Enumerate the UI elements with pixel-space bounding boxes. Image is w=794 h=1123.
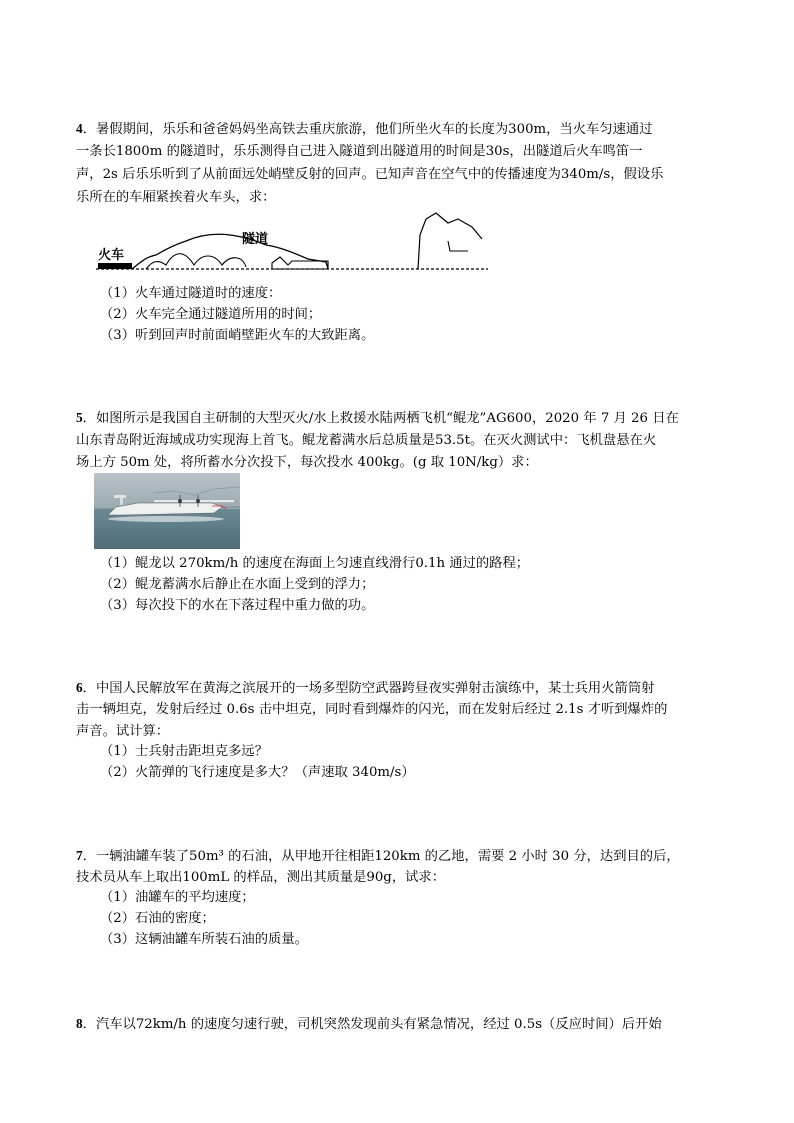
tunnel-exit-block bbox=[272, 257, 328, 269]
q4-number: 4 bbox=[76, 121, 83, 136]
cliff-inner bbox=[448, 241, 468, 251]
q8-number: 8 bbox=[76, 1016, 83, 1031]
tunnel-mountain bbox=[132, 234, 328, 269]
tunnel-inner bbox=[146, 254, 246, 269]
train-label: 火车 bbox=[98, 248, 125, 263]
cliff-shape bbox=[418, 213, 482, 269]
q7-line-2: 技术员从车上取出100mL 的样品，测出其质量是90g，试求： bbox=[76, 870, 446, 885]
q6-line-3: 声音。试计算： bbox=[76, 724, 170, 739]
q4-sub-3: （3）听到回声时前面峭壁距火车的大致距离。 bbox=[100, 328, 375, 343]
train-shape bbox=[98, 263, 132, 269]
train-tunnel-diagram bbox=[96, 205, 496, 277]
q6-line-1: 6．中国人民解放军在黄海之滨展开的一场多型防空武器跨昼夜实弹射击演练中，某士兵用火箭筒射 bbox=[76, 680, 655, 696]
q5-sub-3: （3）每次投下的水在下落过程中重力做的功。 bbox=[100, 598, 375, 613]
q7-sub-2: （2）石油的密度； bbox=[100, 911, 215, 926]
q5-sub-1: （1）鲲龙以 270km/h 的速度在海面上匀速直线滑行0.1h 通过的路程； bbox=[100, 556, 530, 571]
q8-line-1: 8．汽车以72km/h 的速度匀速行驶，司机突然发现前头有紧急情况，经过 0.5s（反应时间）后开始 bbox=[76, 1016, 662, 1032]
q6-sub-2: （2）火箭弹的飞行速度是多大？（声速取 340m/s） bbox=[100, 765, 415, 780]
q4-line-3: 声，2s 后乐乐听到了从前面远处峭壁反射的回声。已知声音在空气中的传播速度为340m/s，假设乐 bbox=[76, 167, 664, 182]
q7-sub-3: （3）这辆油罐车所装石油的质量。 bbox=[100, 932, 308, 947]
q5-line-3: 场上方 50m 处，将所蓄水分次投下，每次投水 400kg。(g 取 10N/kg）求： bbox=[76, 455, 538, 470]
q7-number: 7 bbox=[76, 848, 83, 863]
q4-sub-1: （1）火车通过隧道时的速度： bbox=[100, 286, 282, 301]
q6-sub-1: （1）士兵射击距坦克多远？ bbox=[100, 744, 269, 759]
q5-number: 5 bbox=[76, 410, 83, 425]
q7-line-1: 7．一辆油罐车装了50m³ 的石油，从甲地开往相距120km 的乙地，需要 2 小时 30 分，达到目的后， bbox=[76, 848, 680, 864]
q4-line-4: 乐所在的车厢紧挨着火车头，求： bbox=[76, 190, 276, 205]
q7-sub-1: （1）油罐车的平均速度； bbox=[100, 890, 255, 905]
q6-line-2: 击一辆坦克，发射后经过 0.6s 击中坦克，同时看到爆炸的闪光，而在发射后经过 2.1s 才听到爆炸的 bbox=[76, 702, 668, 717]
q5-line-2: 山东青岛附近海域成功实现海上首飞。鲲龙蓄满水后总质量是53.5t。在灭火测试中：飞机盘悬在火 bbox=[76, 433, 657, 448]
q5-line-1: 5．如图所示是我国自主研制的大型灭火/水上救援水陆两栖飞机“鲲龙”AG600，2020 年 7 月 26 日在 bbox=[76, 410, 679, 426]
q4-line-2: 一条长1800m 的隧道时，乐乐测得自己进入隧道到出隧道用的时间是30s，出隧道后火车鸣笛一 bbox=[76, 144, 643, 159]
seaplane-photo bbox=[94, 473, 240, 549]
q4-sub-2: （2）火车完全通过隧道所用的时间； bbox=[100, 307, 322, 322]
tunnel-label: 隧道 bbox=[242, 232, 269, 247]
q4-line-1: 4．暑假期间，乐乐和爸爸妈妈坐高铁去重庆旅游，他们所坐火车的长度为300m，当火车匀速通过 bbox=[76, 121, 653, 137]
q5-sub-2: （2）鲲龙蓄满水后静止在水面上受到的浮力； bbox=[100, 577, 375, 592]
q6-number: 6 bbox=[76, 680, 83, 695]
